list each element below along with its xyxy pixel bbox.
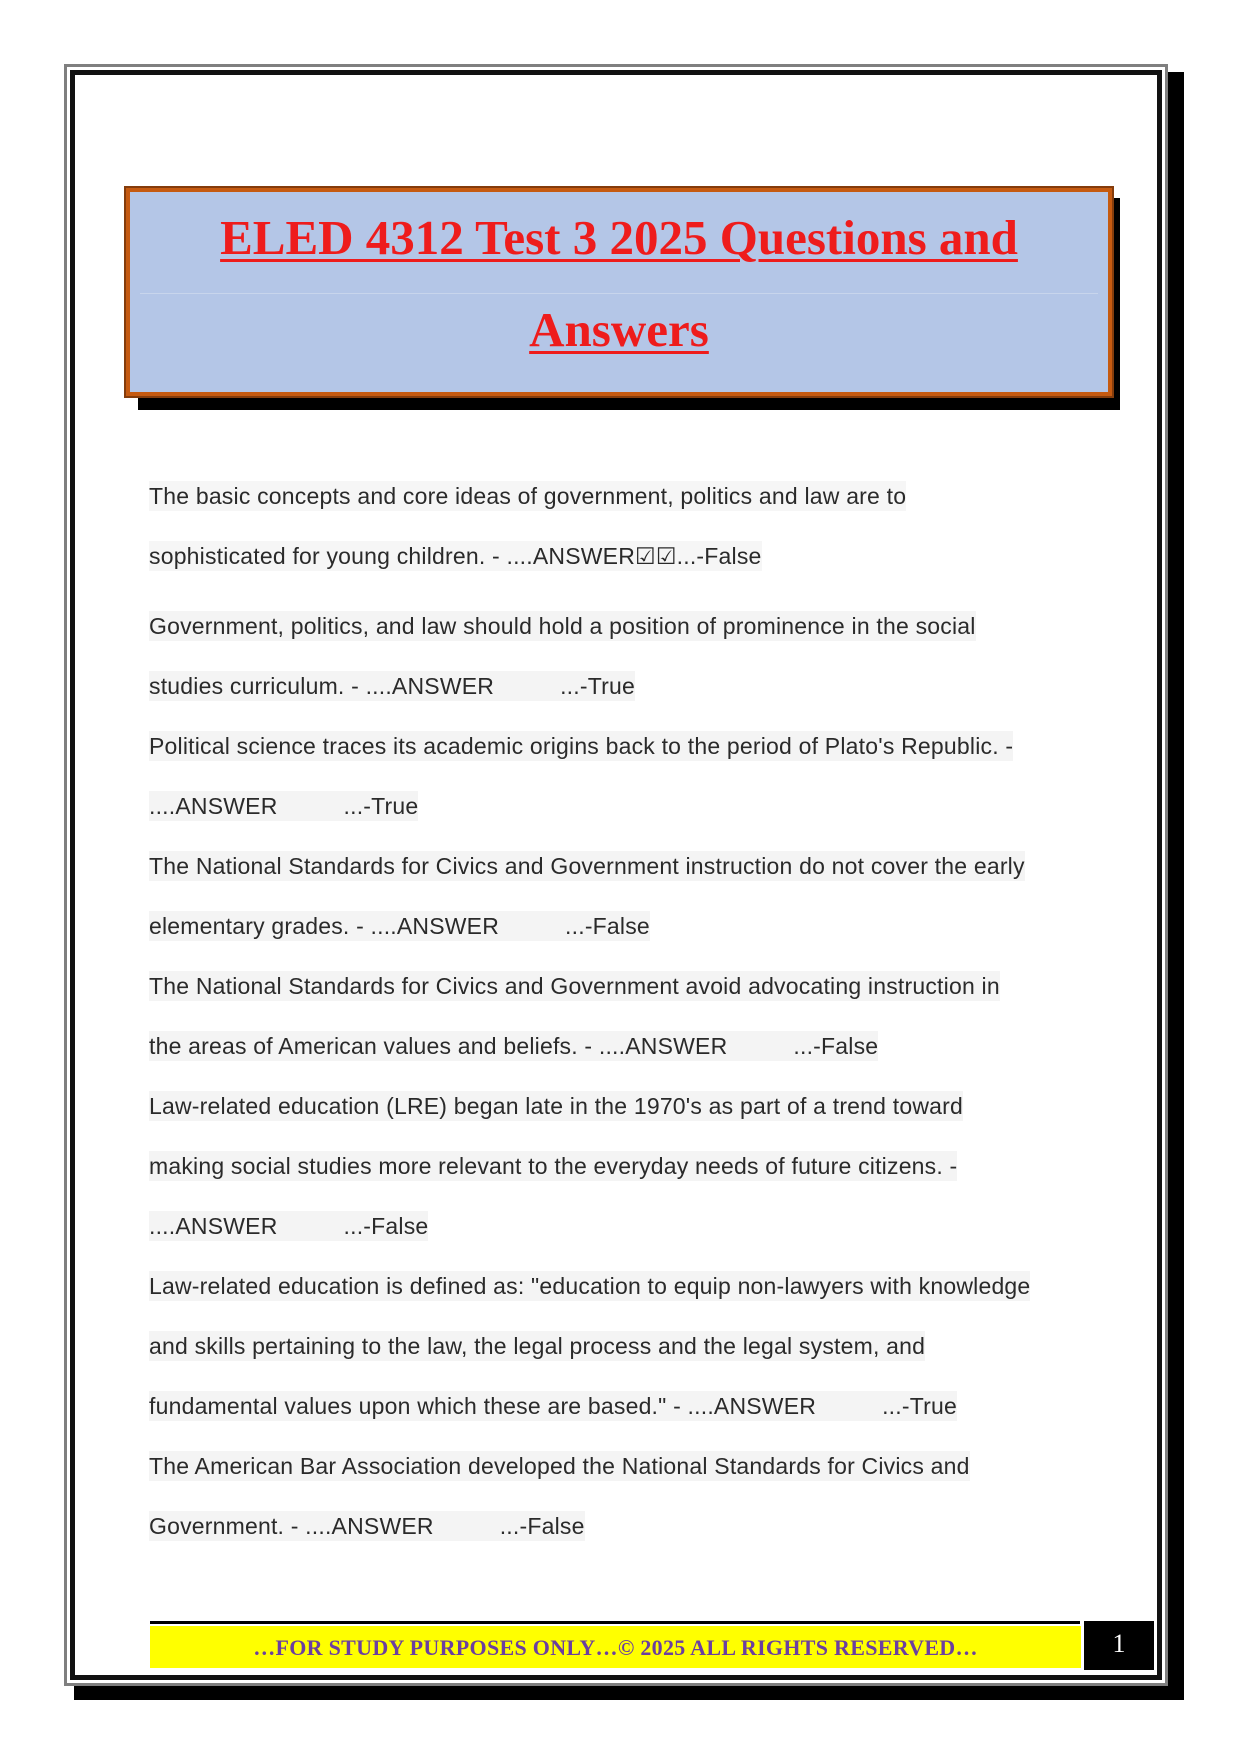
question-text: The American Bar Association developed the National Standards for Civics and xyxy=(149,1453,970,1479)
qa-item xyxy=(149,716,1089,836)
answer-text: ...-False xyxy=(499,1513,585,1539)
question-text: Government, politics, and law should hold a position of prominence in the social xyxy=(149,613,976,639)
title-divider xyxy=(140,293,1098,294)
qa-list xyxy=(149,466,1089,1556)
question-text: making social studies more relevant to the everyday needs of future citizens. - xyxy=(149,1153,958,1179)
answer-text: ...-True xyxy=(343,793,419,819)
answer-text: ...-True xyxy=(560,673,635,699)
qa-item xyxy=(149,956,1089,1076)
question-text: ....ANSWER xyxy=(149,793,278,819)
page-title-line-1: ELED 4312 Test 3 2025 Questions and xyxy=(220,210,1018,265)
question-text: fundamental values upon which these are based." - ....ANSWER xyxy=(149,1393,817,1419)
answer-text: ...-True xyxy=(882,1393,957,1419)
question-text: Government. - ....ANSWER xyxy=(149,1513,434,1539)
question-text: The National Standards for Civics and Government instruction do not cover the early xyxy=(149,853,1025,879)
question-text: Law-related education (LRE) began late in the 1970's as part of a trend toward xyxy=(149,1093,963,1119)
question-text: Political science traces its academic origins back to the period of Plato's Republic. - xyxy=(149,733,1014,759)
qa-item xyxy=(149,596,1089,716)
question-text: sophisticated for young children. - ....ANSWER☑☑...-False xyxy=(149,543,762,569)
qa-item xyxy=(149,836,1089,956)
question-text: and skills pertaining to the law, the legal process and the legal system, and xyxy=(149,1333,926,1359)
qa-item xyxy=(149,1436,1089,1556)
question-text: The National Standards for Civics and Government avoid advocating instruction in xyxy=(149,973,1000,999)
qa-item xyxy=(149,466,1089,586)
question-text: studies curriculum. - ....ANSWER xyxy=(149,673,495,699)
page-title-line-2: Answers xyxy=(529,302,709,357)
answer-text: ...-False xyxy=(565,913,650,939)
question-text: elementary grades. - ....ANSWER xyxy=(149,913,500,939)
qa-item xyxy=(149,1076,1089,1256)
title-banner xyxy=(126,188,1112,396)
answer-text: ...-False xyxy=(343,1213,429,1239)
answer-text: ...-False xyxy=(793,1033,879,1059)
footer-notice: …FOR STUDY PURPOSES ONLY…© 2025 ALL RIGHTS RESERVED… xyxy=(150,1626,1081,1668)
question-text: Law-related education is defined as: "education to equip non-lawyers with knowledge xyxy=(149,1273,1031,1299)
footer-rule xyxy=(150,1621,1080,1624)
question-text: the areas of American values and beliefs. - ....ANSWER xyxy=(149,1033,728,1059)
page-number: 1 xyxy=(1084,1621,1154,1670)
question-text: The basic concepts and core ideas of government, politics and law are to xyxy=(149,483,907,509)
qa-item xyxy=(149,1256,1089,1436)
question-text: ....ANSWER xyxy=(149,1213,278,1239)
